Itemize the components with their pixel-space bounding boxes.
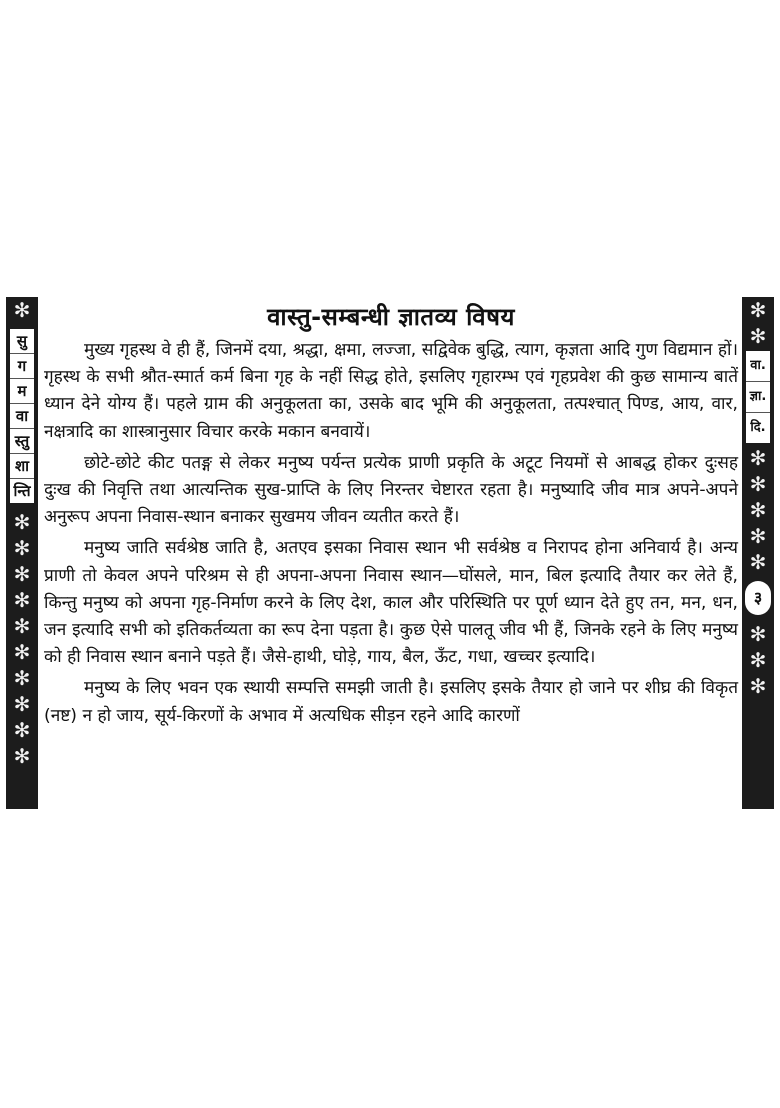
book-page [6, 297, 774, 809]
paragraph: मुख्य गृहस्थ वे ही हैं, जिनमें दया, श्रद्धा, क्षमा, लज्जा, सद्विवेक बुद्धि, त्याग, कृज्ञता आदि गुण विद्यमान हों। गृहस्थ के सभी श्रौत-स्मार्त कर्म बिना गृह के नहीं सिद्ध होते, इसलिए गृहारम्भ एवं गृहप्रवेश की कुछ सामान्य बातें ध्यान देने योग्य हैं। पहले ग्राम की अनुकूलता का, उसके बाद भूमि की अनुकूलता, तत्पश्चात् पिण्ड, आय, वार, नक्षत्रादि का शास्त्रानुसार विचार करके मकान बनवायें। [44, 340, 738, 442]
flower-icon: ✻ [13, 298, 31, 322]
flower-icon: ✻ [13, 718, 31, 742]
flower-icon: ✻ [13, 562, 31, 586]
chapter-label-char: वा. [746, 351, 770, 382]
paragraph: मनुष्य जाति सर्वश्रेष्ठ जाति है, अतएव इसका निवास स्थान भी सर्वश्रेष्ठ व निरापद होना अनिवार्य है। अन्य प्राणी तो केवल अपने परिश्रम से ही अपना-अपना निवास स्थान—घोंसले, मान, बिल इत्यादि तैयार कर लेते हैं, किन्तु मनुष्य को अपना गृह-निर्माण करने के लिए देश, काल और परिस्थिति पर पूर्ण ध्यान देते हुए तन, मन, धन, जन इत्यादि सभी को इतिकर्तव्यता का रूप देना पड़ता है। कुछ ऐसे पालतू जीव भी हैं, जिनके रहने के लिए मनुष्य को ही निवास स्थान बनाने पड़ते हैं। जैसे-हाथी, घोड़े, गाय, बैल, ऊँट, गधा, खच्चर इत्यादि। [44, 538, 738, 668]
page-title: वास्तु-सम्बन्धी ज्ञातव्य विषय [267, 303, 515, 331]
paragraph: छोटे-छोटे कीट पतङ्ग से लेकर मनुष्य पर्यन्त प्रत्येक प्राणी प्रकृति के अटूट नियमों से आबद्ध होकर दुःसह दुःख की निवृत्ति तथा आत्यन्तिक सुख-प्राप्ति के लिए निरन्तर चेष्टारत रहता है। मनुष्यादि जीव मात्र अपने-अपने अनुरूप अपना निवास-स्थान बनाकर सुखमय जीवन व्यतीत करते हैं। [44, 452, 738, 528]
series-label-char: न्ति [13, 482, 31, 500]
flower-icon: ✻ [13, 614, 31, 638]
flower-icon: ✻ [13, 692, 31, 716]
flower-icon: ✻ [749, 298, 767, 322]
chapter-label-char: दि. [750, 420, 766, 435]
series-label-char: म [10, 379, 34, 404]
flower-icon: ✻ [13, 536, 31, 560]
flower-icon: ✻ [13, 666, 31, 690]
series-label-char: शा [10, 454, 34, 479]
flower-icon: ✻ [13, 510, 31, 534]
series-label-char: स्तु [10, 429, 34, 454]
series-label-char: वा [10, 404, 34, 429]
flower-icon: ✻ [749, 524, 767, 548]
flower-icon: ✻ [749, 324, 767, 348]
chapter-label-right [744, 349, 772, 445]
series-label-char: ग [10, 354, 34, 379]
paragraph: मनुष्य के लिए भवन एक स्थायी सम्पत्ति समझी जाती है। इसलिए इसके तैयार हो जाने पर शीघ्र की विकृत (नष्ट) न हो जाय, सूर्य-किरणों के अभाव में अत्यधिक सीड़न रहने आदि कारणों [44, 678, 738, 726]
chapter-label-char: ज्ञा. [746, 382, 770, 413]
flower-icon: ✻ [749, 674, 767, 698]
flower-icon: ✻ [749, 550, 767, 574]
flower-icon: ✻ [749, 498, 767, 522]
left-margin-strip [6, 297, 38, 809]
flower-icon: ✻ [13, 744, 31, 768]
page-content [44, 297, 738, 809]
flower-icon: ✻ [749, 648, 767, 672]
flower-icon: ✻ [13, 640, 31, 664]
flower-icon: ✻ [13, 588, 31, 612]
page-number: ३ [745, 581, 771, 615]
flower-icon: ✻ [749, 622, 767, 646]
right-margin-strip [742, 297, 774, 809]
flower-icon: ✻ [749, 472, 767, 496]
flower-icon: ✻ [749, 446, 767, 470]
series-label-left [8, 327, 36, 505]
series-label-char: सु [10, 329, 34, 354]
